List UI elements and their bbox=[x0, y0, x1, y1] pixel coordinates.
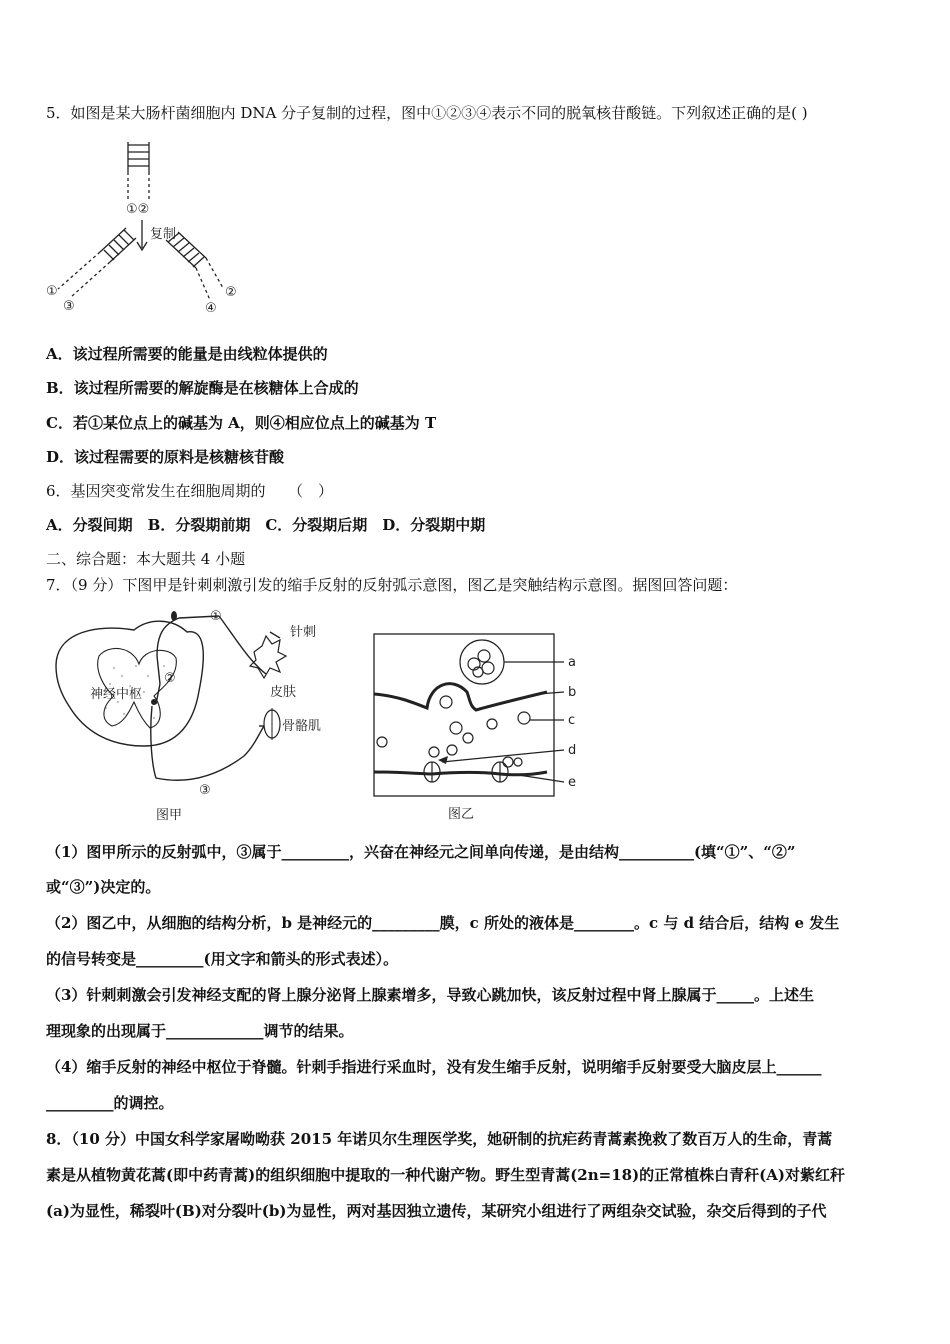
dna-replication-figure bbox=[38, 132, 258, 322]
yi-label-d: d bbox=[568, 743, 577, 758]
q6-options: A．分裂间期 B．分裂期前期 C．分裂期后期 D．分裂期中期 bbox=[46, 516, 486, 534]
fig-top-label: ①② bbox=[126, 202, 150, 217]
fig-left-label-2: ③ bbox=[63, 299, 75, 314]
q7-part3-line1: （3）针刺刺激会引发神经支配的肾上腺分泌肾上腺素增多，导致心跳加快，该反射过程中肾上腺属于_____。上述生 bbox=[46, 986, 814, 1004]
jia-label-2: ② bbox=[164, 671, 176, 686]
jia-center: 神经中枢 bbox=[90, 687, 143, 702]
yi-label-e: e bbox=[568, 775, 576, 790]
q7-part1-line1: （1）图甲所示的反射弧中，③属于_________，兴奋在神经元之间单向传递，是由结构__________(填“①”、“②” bbox=[46, 843, 796, 861]
q7-part3-line2: 理现象的出现属于_____________调节的结果。 bbox=[46, 1022, 354, 1040]
q8-line2: 素是从植物黄花蒿(即中药青蒿)的组织细胞中提取的一种代谢产物。野生型青蒿(2n=18)的正常植株白青秆(A)对紫红秆 bbox=[46, 1166, 846, 1184]
q5-option-a: A．该过程所需要的能量是由线粒体提供的 bbox=[46, 345, 328, 363]
yi-label-c: c bbox=[568, 713, 576, 728]
section-heading: 二、综合题：本大题共 4 小题 bbox=[46, 550, 246, 568]
fig-arrow-label: 复制 bbox=[150, 227, 177, 242]
yi-label-b: b bbox=[568, 685, 577, 700]
fig-right-label-2: ④ bbox=[205, 301, 217, 316]
fig-right-label-1: ② bbox=[225, 285, 237, 300]
q5-option-d: D．该过程需要的原料是核糖核苷酸 bbox=[46, 448, 285, 466]
jia-caption: 图甲 bbox=[156, 808, 183, 823]
jia-label-3: ③ bbox=[199, 783, 211, 798]
q5-option-b: B．该过程所需要的解旋酶是在核糖体上合成的 bbox=[46, 379, 359, 397]
q8-line3: (a)为显性，稀裂叶(B)对分裂叶(b)为显性，两对基因独立遗传，某研究小组进行了两组杂交试验，杂交后得到的子代 bbox=[46, 1202, 827, 1220]
q5-option-c: C．若①某位点上的碱基为 A，则④相应位点上的碱基为 T bbox=[46, 414, 437, 432]
q7-stem: 7．（9 分）下图甲是针刺刺激引发的缩手反射的反射弧示意图，图乙是突触结构示意图。据图回答问题： bbox=[46, 576, 738, 594]
synapse-figure bbox=[372, 632, 592, 822]
reflex-arc-figure bbox=[44, 606, 344, 826]
q7-part4-line1: （4）缩手反射的神经中枢位于脊髓。针刺手指进行采血时，没有发生缩手反射，说明缩手反射要受大脑皮层上______ bbox=[46, 1058, 822, 1076]
q6-stem: 6．基因突变常发生在细胞周期的 （ ） bbox=[46, 482, 334, 500]
jia-needle: 针刺 bbox=[290, 625, 317, 640]
q7-part2-line1: （2）图乙中，从细胞的结构分析，b 是神经元的_________膜，c 所处的液体是________。c 与 d 结合后，结构 e 发生 bbox=[46, 914, 840, 932]
jia-label-1: ① bbox=[210, 609, 222, 624]
q8-line1: 8．（10 分）中国女科学家屠呦呦获 2015 年诺贝尔生理医学奖，她研制的抗疟药青蒿素挽救了数百万人的生命，青蒿 bbox=[46, 1130, 833, 1148]
jia-muscle: 骨骼肌 bbox=[282, 719, 322, 734]
yi-caption: 图乙 bbox=[448, 807, 475, 822]
fig-left-label-1: ① bbox=[46, 284, 58, 299]
q7-part2-line2: 的信号转变是_________(用文字和箭头的形式表述）。 bbox=[46, 950, 399, 968]
yi-label-a: a bbox=[568, 655, 576, 670]
q7-part4-line2: _________的调控。 bbox=[46, 1094, 174, 1112]
jia-skin: 皮肤 bbox=[270, 685, 297, 700]
q7-part1-line2: 或“③”)决定的。 bbox=[46, 878, 161, 896]
q5-stem: 5．如图是某大肠杆菌细胞内 DNA 分子复制的过程，图中①②③④表示不同的脱氧核苷酸链。下列叙述正确的是( ) bbox=[46, 104, 808, 122]
